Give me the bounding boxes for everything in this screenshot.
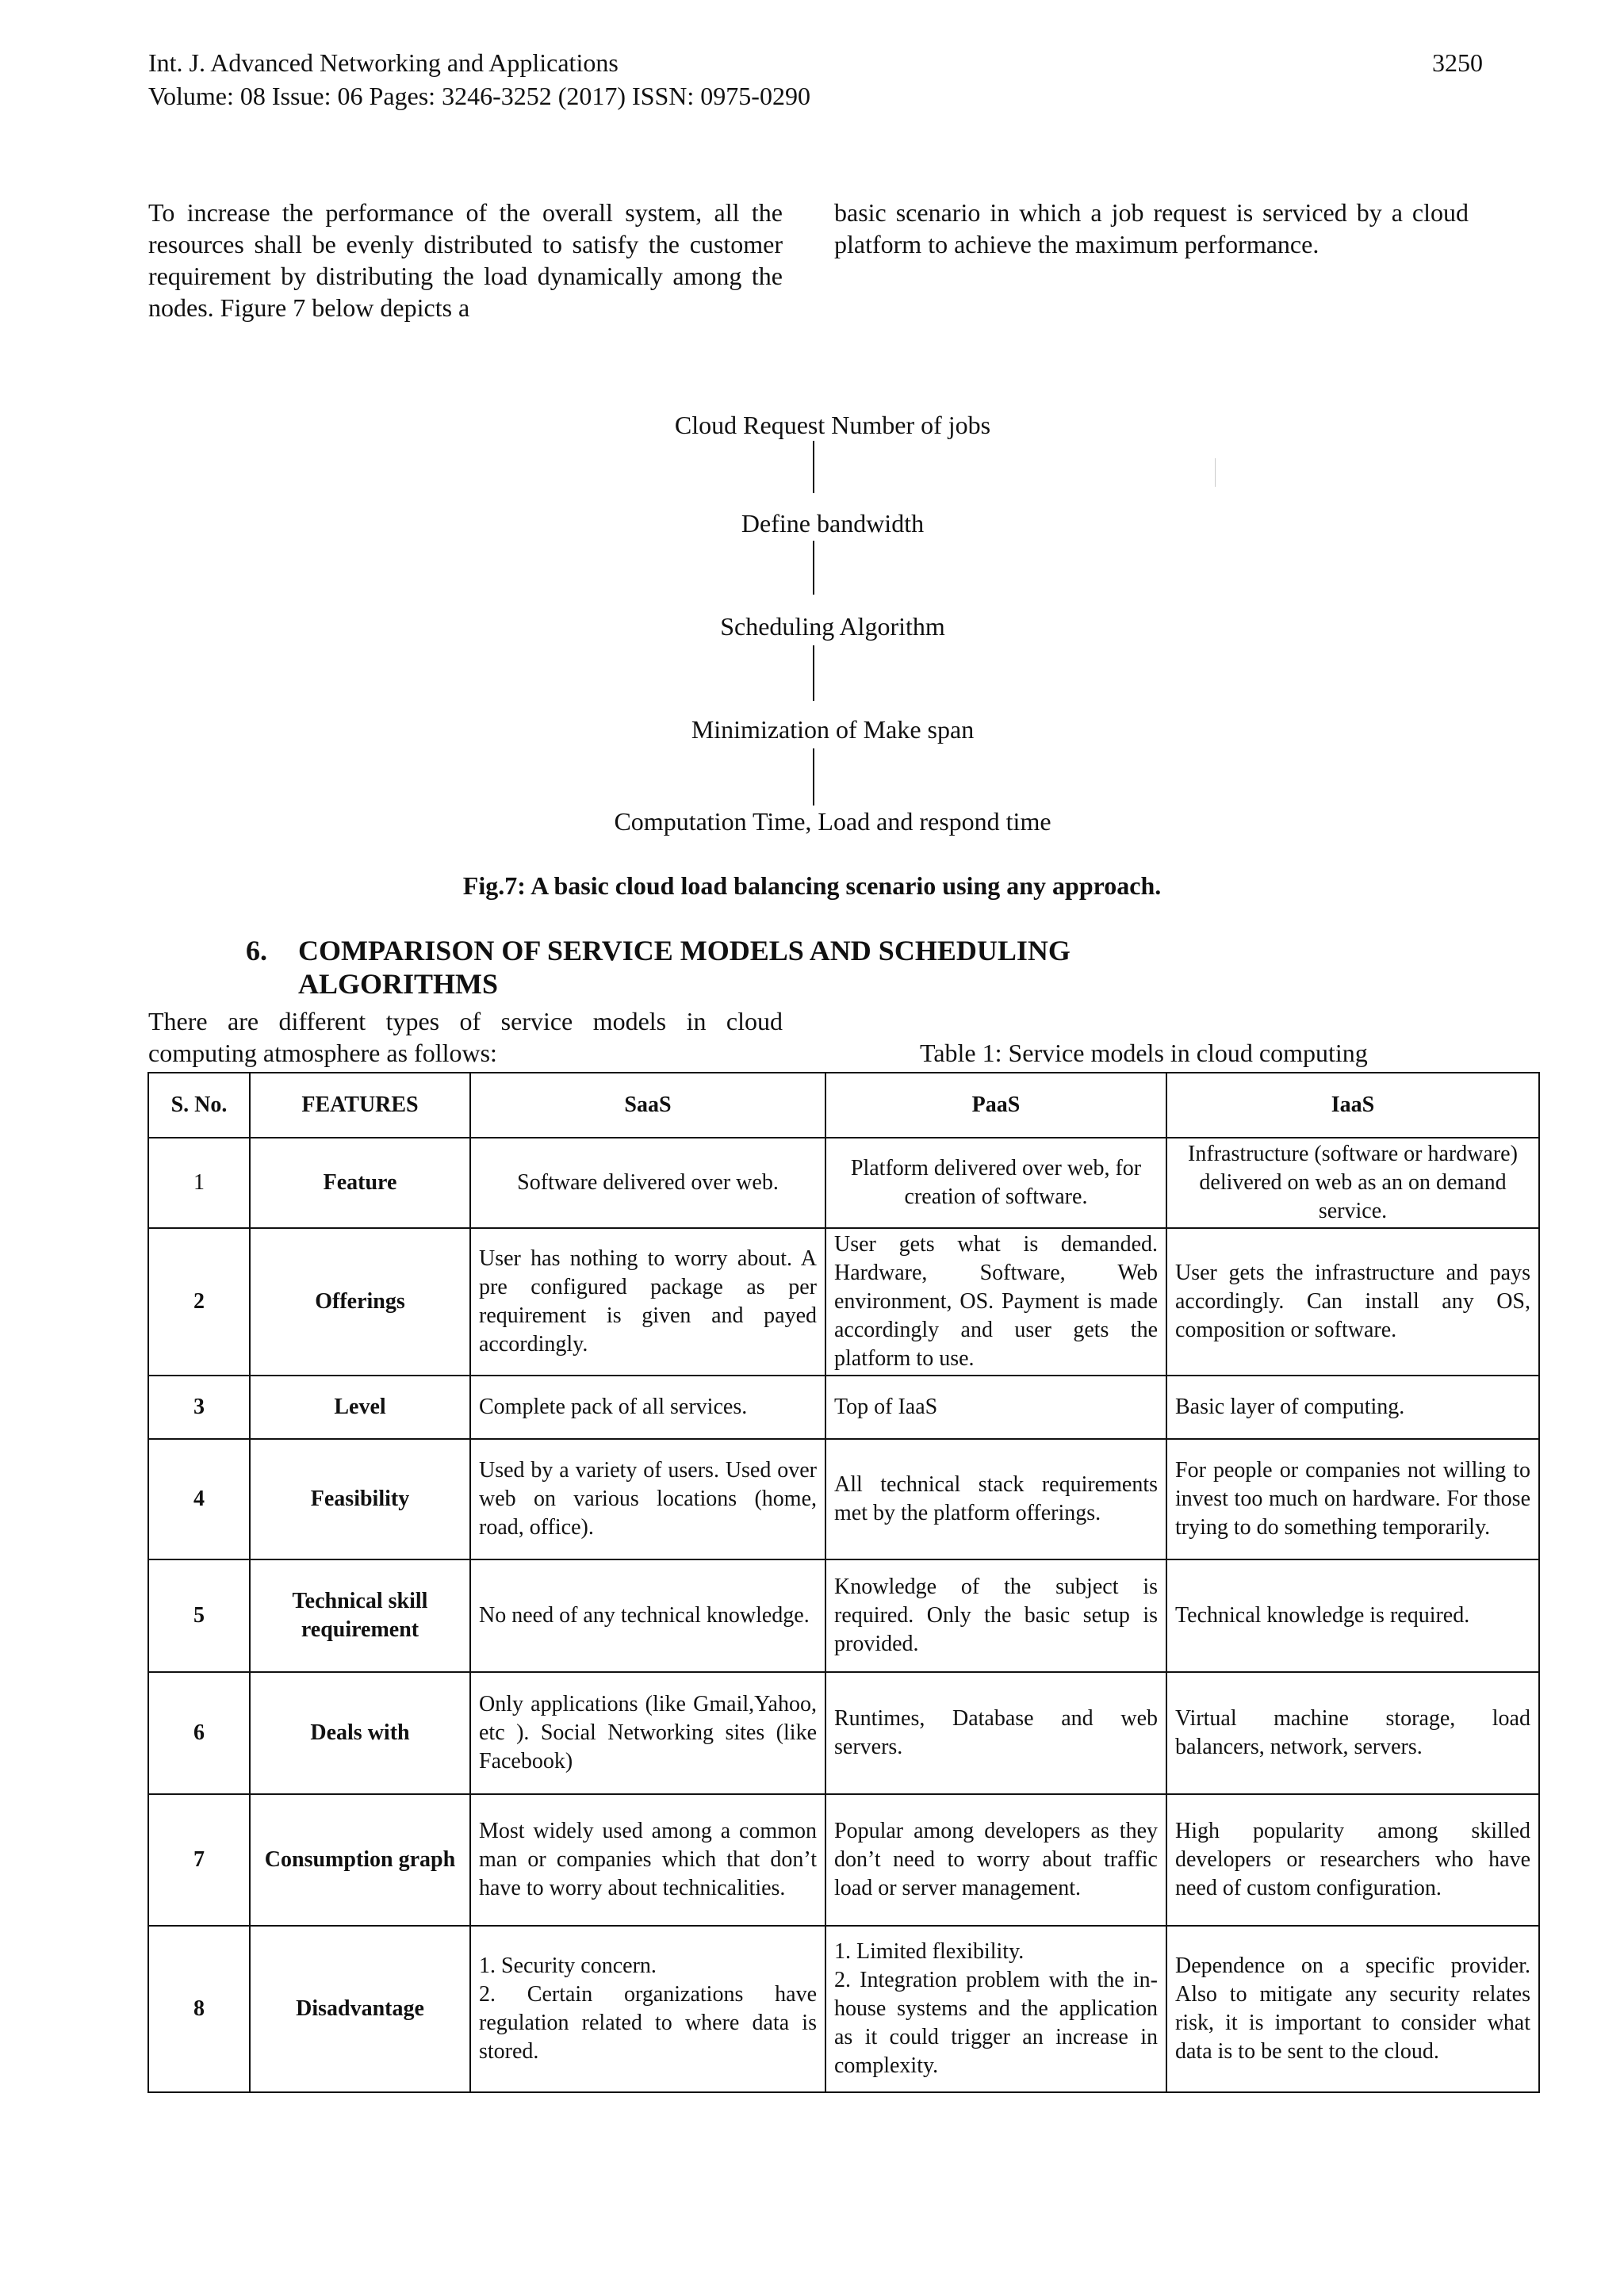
journal-name: Int. J. Advanced Networking and Applications [148,48,619,77]
saas-cell: User has nothing to worry about. A pre configured package as per requirement is given and payed accordingly. [470,1228,825,1376]
page-number: 3250 [1432,48,1483,77]
saas-cell: Most widely used among a common man or companies which that don’t have to worry about technicalities. [470,1794,825,1926]
table-row [148,1138,1539,1228]
row-number: 2 [148,1228,250,1376]
section-intro: There are different types of service models in cloud computing atmosphere as follows: [148,1007,783,1067]
iaas-cell: Basic layer of computing. [1166,1376,1539,1439]
running-header [148,46,810,113]
table-row [148,1926,1539,2092]
header-sno: S. No. [148,1073,250,1138]
row-number: 1 [148,1138,250,1228]
saas-point: 1. Security concern. [479,1954,657,1978]
flow-node-computation-time: Computation Time, Load and respond time [614,807,1051,836]
row-feature: Feature [250,1138,470,1228]
header-saas: SaaS [470,1073,825,1138]
table-header-row [148,1073,1539,1138]
iaas-cell: For people or companies not willing to invest too much on hardware. For those trying to do something temporarily. [1166,1439,1539,1559]
table-row [148,1439,1539,1559]
paas-point: 1. Limited flexibility. [834,1939,1025,1964]
paas-cell: Top of IaaS [825,1376,1166,1439]
figure-caption: Fig.7: A basic cloud load balancing scenario using any approach. [462,871,1162,900]
paas-cell: User gets what is demanded. Hardware, Software, Web environment, OS. Payment is made accordingly and user gets the platform to use. [825,1228,1166,1376]
flow-connector [813,441,814,493]
header-features: FEATURES [250,1073,470,1138]
flow-node-cloud-request: Cloud Request Number of jobs [674,411,991,439]
table-row [148,1794,1539,1926]
scan-mark [1215,458,1216,487]
table-row [148,1376,1539,1439]
row-feature: Disadvantage [250,1926,470,2092]
paas-cell: Popular among developers as they don’t need to worry about traffic load or server management. [825,1794,1166,1926]
iaas-cell: User gets the infrastructure and pays accordingly. Can install any OS, composition or software. [1166,1228,1539,1376]
table-row [148,1228,1539,1376]
intro-paragraph-left: To increase the performance of the overall system, all the resources shall be evenly distributed to satisfy the customer requirement by distributing the load dynamically among the nodes. Figure 7 below depicts a [148,198,783,322]
header-iaas: IaaS [1166,1073,1539,1138]
iaas-cell: Virtual machine storage, load balancers, network, servers. [1166,1672,1539,1794]
table-caption: Table 1: Service models in cloud computing [920,1039,1368,1067]
row-feature: Offerings [250,1228,470,1376]
flow-diagram [555,396,1110,856]
flow-node-make-span: Minimization of Make span [691,715,975,744]
paas-cell: Platform delivered over web, for creation of software. [825,1138,1166,1228]
intro-paragraph-right: basic scenario in which a job request is serviced by a cloud platform to achieve the maximum performance. [834,198,1469,258]
row-feature: Deals with [250,1672,470,1794]
section-number: 6. [246,935,267,966]
table-row [148,1672,1539,1794]
iaas-cell: High popularity among skilled developers or researchers who have need of custom configuration. [1166,1794,1539,1926]
row-number: 5 [148,1559,250,1672]
row-feature: Level [250,1376,470,1439]
saas-cell: No need of any technical knowledge. [470,1559,825,1672]
saas-cell: Used by a variety of users. Used over web on various locations (home, road, office). [470,1439,825,1559]
flow-connector [813,645,814,701]
saas-cell: Complete pack of all services. [470,1376,825,1439]
saas-cell: Software delivered over web. [470,1138,825,1228]
table-row [148,1559,1539,1672]
volume-line: Volume: 08 Issue: 06 Pages: 3246-3252 (2017) ISSN: 0975-0290 [148,82,810,110]
row-number: 3 [148,1376,250,1439]
paas-cell [825,1926,1166,2092]
paas-cell: Knowledge of the subject is required. Only the basic setup is provided. [825,1559,1166,1672]
row-number: 7 [148,1794,250,1926]
saas-cell [470,1926,825,2092]
row-feature: Consumption graph [250,1794,470,1926]
row-feature: Technical skill requirement [250,1559,470,1672]
row-number: 4 [148,1439,250,1559]
section-title: COMPARISON OF SERVICE MODELS AND SCHEDULING ALGORITHMS [298,935,1071,1000]
flow-connector [813,541,814,595]
iaas-cell: Infrastructure (software or hardware) delivered on web as an on demand service. [1166,1138,1539,1228]
iaas-cell: Dependence on a specific provider. Also to mitigate any security relates risk, it is important to consider what data is to be sent to the cloud. [1166,1926,1539,2092]
flow-node-scheduling-algorithm: Scheduling Algorithm [720,612,945,641]
flow-connector [813,748,814,806]
paas-cell: All technical stack requirements met by the platform offerings. [825,1439,1166,1559]
service-models-table [147,1072,1540,2093]
row-number: 8 [148,1926,250,2092]
row-feature: Feasibility [250,1439,470,1559]
row-number: 6 [148,1672,250,1794]
flow-node-define-bandwidth: Define bandwidth [741,509,925,538]
saas-cell: Only applications (like Gmail,Yahoo, etc ). Social Networking sites (like Facebook) [470,1672,825,1794]
iaas-cell: Technical knowledge is required. [1166,1559,1539,1672]
paas-point: 2. Integration problem with the in-house systems and the application as it could trigger an increase in complexity. [834,1968,1158,2078]
saas-point: 2. Certain organizations have regulation related to where data is stored. [479,1982,817,2064]
paas-cell: Runtimes, Database and web servers. [825,1672,1166,1794]
header-paas: PaaS [825,1073,1166,1138]
